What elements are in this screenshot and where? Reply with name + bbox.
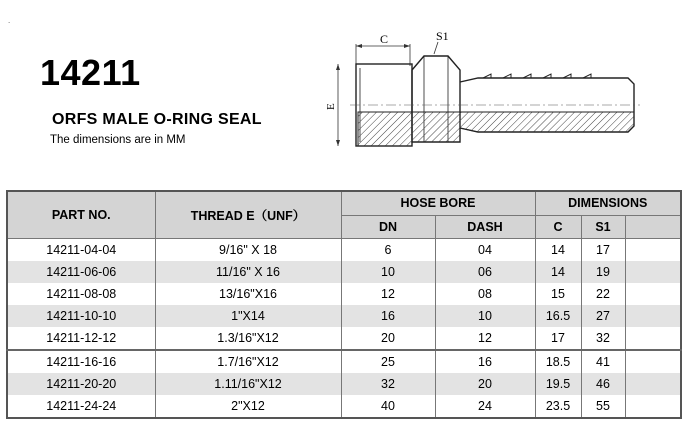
table-row xyxy=(7,350,681,373)
cell-c: 15 xyxy=(535,283,581,305)
cell-blank xyxy=(625,327,681,350)
cell-dn: 32 xyxy=(341,373,435,395)
header-dimensions: DIMENSIONS xyxy=(535,191,681,215)
cell-s1: 32 xyxy=(581,327,625,350)
cell-c: 14 xyxy=(535,239,581,262)
cell-s1: 22 xyxy=(581,283,625,305)
units-note: The dimensions are in MM xyxy=(50,134,186,146)
cell-part-no: 14211-20-20 xyxy=(7,373,155,395)
cell-part-no: 14211-16-16 xyxy=(7,350,155,373)
cell-thread: 13/16"X16 xyxy=(155,283,341,305)
cell-c: 19.5 xyxy=(535,373,581,395)
cell-dn: 16 xyxy=(341,305,435,327)
cell-thread: 1"X14 xyxy=(155,305,341,327)
header-dn: DN xyxy=(341,215,435,239)
cell-dash: 06 xyxy=(435,261,535,283)
cell-thread: 1.3/16"X12 xyxy=(155,327,341,350)
cell-dash: 20 xyxy=(435,373,535,395)
cell-dn: 40 xyxy=(341,395,435,418)
cell-thread: 1.11/16"X12 xyxy=(155,373,341,395)
header-blank xyxy=(625,215,681,239)
cell-dn: 6 xyxy=(341,239,435,262)
cell-dash: 16 xyxy=(435,350,535,373)
table-row xyxy=(7,327,681,350)
cell-blank xyxy=(625,239,681,262)
header-dash: DASH xyxy=(435,215,535,239)
header-thread: THREAD E（UNF） xyxy=(155,191,341,239)
table-row xyxy=(7,261,681,283)
cell-part-no: 14211-10-10 xyxy=(7,305,155,327)
cell-dash: 10 xyxy=(435,305,535,327)
cell-part-no: 14211-08-08 xyxy=(7,283,155,305)
cell-blank xyxy=(625,395,681,418)
header-c: C xyxy=(535,215,581,239)
cell-thread: 1.7/16"X12 xyxy=(155,350,341,373)
table-row xyxy=(7,395,681,418)
fitting-drawing xyxy=(325,26,648,161)
cell-dn: 10 xyxy=(341,261,435,283)
cell-c: 23.5 xyxy=(535,395,581,418)
specification-table xyxy=(6,190,682,419)
header-hose-bore: HOSE BORE xyxy=(341,191,535,215)
cell-s1: 19 xyxy=(581,261,625,283)
cell-blank xyxy=(625,261,681,283)
cell-c: 16.5 xyxy=(535,305,581,327)
header-s1: S1 xyxy=(581,215,625,239)
cell-dn: 12 xyxy=(341,283,435,305)
cell-c: 18.5 xyxy=(535,350,581,373)
cell-part-no: 14211-04-04 xyxy=(7,239,155,262)
cell-dash: 08 xyxy=(435,283,535,305)
header-part-no: PART NO. xyxy=(7,191,155,239)
dimension-e-label: E xyxy=(325,103,337,110)
cell-s1: 55 xyxy=(581,395,625,418)
dimension-c-label: C xyxy=(380,32,389,46)
cell-s1: 17 xyxy=(581,239,625,262)
cell-blank xyxy=(625,373,681,395)
dimension-s1-label: S1 xyxy=(436,29,449,43)
cell-s1: 27 xyxy=(581,305,625,327)
cell-blank xyxy=(625,350,681,373)
table-row xyxy=(7,239,681,262)
corner-mark: . xyxy=(8,16,11,25)
cell-part-no: 14211-12-12 xyxy=(7,327,155,350)
table-row xyxy=(7,305,681,327)
cell-dn: 25 xyxy=(341,350,435,373)
cell-thread: 11/16" X 16 xyxy=(155,261,341,283)
cell-c: 17 xyxy=(535,327,581,350)
cell-blank xyxy=(625,283,681,305)
cell-blank xyxy=(625,305,681,327)
cell-part-no: 14211-24-24 xyxy=(7,395,155,418)
part-code-title: 14211 xyxy=(40,52,141,93)
cell-s1: 46 xyxy=(581,373,625,395)
cell-dash: 24 xyxy=(435,395,535,418)
cell-thread: 9/16" X 18 xyxy=(155,239,341,262)
table-row xyxy=(7,373,681,395)
cell-c: 14 xyxy=(535,261,581,283)
cell-dn: 20 xyxy=(341,327,435,350)
product-subtitle: ORFS MALE O-RING SEAL xyxy=(52,111,262,128)
cell-thread: 2"X12 xyxy=(155,395,341,418)
table-row xyxy=(7,283,681,305)
cell-dash: 12 xyxy=(435,327,535,350)
cell-part-no: 14211-06-06 xyxy=(7,261,155,283)
cell-dash: 04 xyxy=(435,239,535,262)
cell-s1: 41 xyxy=(581,350,625,373)
